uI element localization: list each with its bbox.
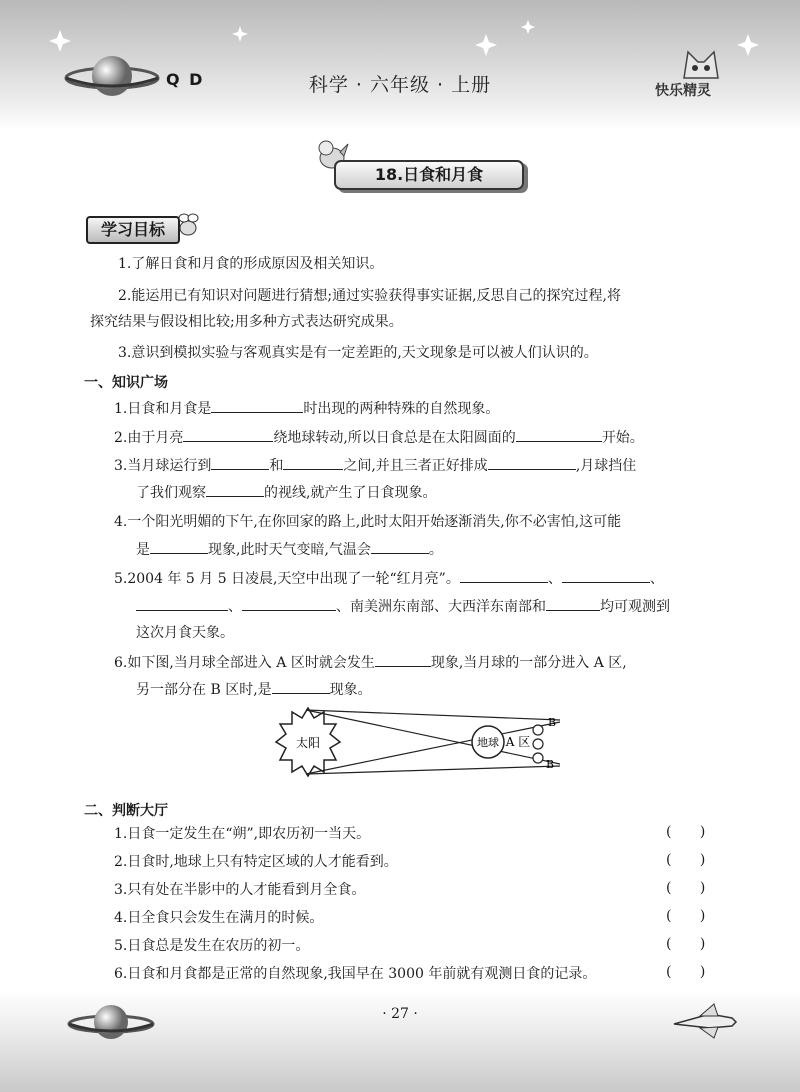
answer-blank[interactable] [272,679,330,694]
goal-item-3: 3.意识到模拟实验与客观真实是有一定差距的,天文现象是可以被人们认识的。 [118,345,598,361]
answer-blank[interactable] [516,427,602,442]
answer-blank[interactable] [136,596,228,611]
answer-parentheses[interactable]: ( ) [666,936,706,952]
space-shuttle-icon [670,1000,740,1040]
goal-item-2-cont: 探究结果与假设相比较;用多种方式表达研究成果。 [90,314,403,330]
question-5-cont: 、 、南美洲东南部、大西洋东南部和 均可观测到 [136,596,670,617]
earth-label: 地球 [477,736,499,749]
question-2: 2.由于月亮 绕地球转动,所以日食总是在太阳圆面的 开始。 [114,427,644,448]
answer-blank[interactable] [206,482,264,497]
region-b-bottom-label: B [546,758,555,771]
answer-blank[interactable] [211,455,269,470]
eclipse-diagram [270,704,570,784]
answer-parentheses[interactable]: ( ) [666,880,706,896]
region-b-top-label: B [548,716,557,729]
question-5: 5.2004 年 5 月 5 日凌晨,天空中出现了一轮“红月亮”。 、 、 [114,568,664,589]
judgement-item-4: 4.日全食只会发生在满月的时候。 [114,910,324,926]
mascot-cat-icon [676,48,726,82]
bee-icon [176,210,202,240]
answer-blank[interactable] [460,568,548,583]
answer-parentheses[interactable]: ( ) [666,908,706,924]
answer-blank[interactable] [183,427,273,442]
region-a-label: A 区 [505,735,531,749]
page-number: · 27 · [382,1006,418,1022]
judgement-item-2: 2.日食时,地球上只有特定区域的人才能看到。 [114,854,398,870]
answer-blank[interactable] [150,539,208,554]
goal-item-1: 1.了解日食和月食的形成原因及相关知识。 [118,256,384,272]
question-4: 4.一个阳光明媚的下午,在你回家的路上,此时太阳开始逐渐消失,你不必害怕,这可能 [114,514,622,530]
answer-parentheses[interactable]: ( ) [666,824,706,840]
question-4-cont: 是 现象,此时天气变暗,气温会 。 [136,539,443,560]
saturn-planet-icon [66,998,156,1048]
sunlight-line [306,766,560,774]
goal-item-2: 2.能运用已有知识对问题进行猜想;通过实验获得事实证据,反思自己的探究过程,将 [118,288,621,304]
question-6: 6.如下图,当月球全部进入 A 区时就会发生 现象,当月球的一部分进入 A 区, [114,652,627,673]
judgement-item-1: 1.日食一定发生在“朔”,即农历初一当天。 [114,826,371,842]
answer-blank[interactable] [488,455,576,470]
moon-circle [533,725,543,735]
section-knowledge-title: 一、知识广场 [84,375,168,391]
brand-logo: 快乐精灵 [655,83,711,99]
question-3: 3.当月球运行到 和 之间,并且三者正好排成 ,月球挡住 [114,455,636,476]
judgement-item-3: 3.只有处在半影中的人才能看到月全食。 [114,882,366,898]
judgement-item-5: 5.日食总是发生在农历的初一。 [114,938,310,954]
answer-parentheses[interactable]: ( ) [666,852,706,868]
answer-blank[interactable] [375,652,431,667]
moon-circle [533,739,543,749]
moon-circle [533,753,543,763]
answer-blank[interactable] [283,455,343,470]
page-header-title: 科学 · 六年级 · 上册 [308,74,492,96]
answer-blank[interactable] [211,398,303,413]
judgement-item-6: 6.日食和月食都是正常的自然现象,我国早在 3000 年前就有观测日食的记录。 [114,966,597,982]
section-judgement-title: 二、判断大厅 [84,803,168,819]
question-5-cont-2: 这次月食天象。 [136,625,234,641]
question-1: 1.日食和月食是 时出现的两种特殊的自然现象。 [114,398,499,419]
answer-blank[interactable] [546,596,600,611]
question-6-cont: 另一部分在 B 区时,是 现象。 [136,679,372,700]
answer-blank[interactable] [371,539,429,554]
question-3-cont: 了我们观察 的视线,就产生了日食现象。 [136,482,436,503]
answer-blank[interactable] [562,568,650,583]
sun-label: 太阳 [295,736,321,750]
series-logo: Q D [166,70,205,89]
answer-blank[interactable] [242,596,336,611]
answer-parentheses[interactable]: ( ) [666,964,706,980]
lesson-title: 18.日食和月食 [334,160,524,190]
goals-label: 学习目标 [86,216,180,244]
